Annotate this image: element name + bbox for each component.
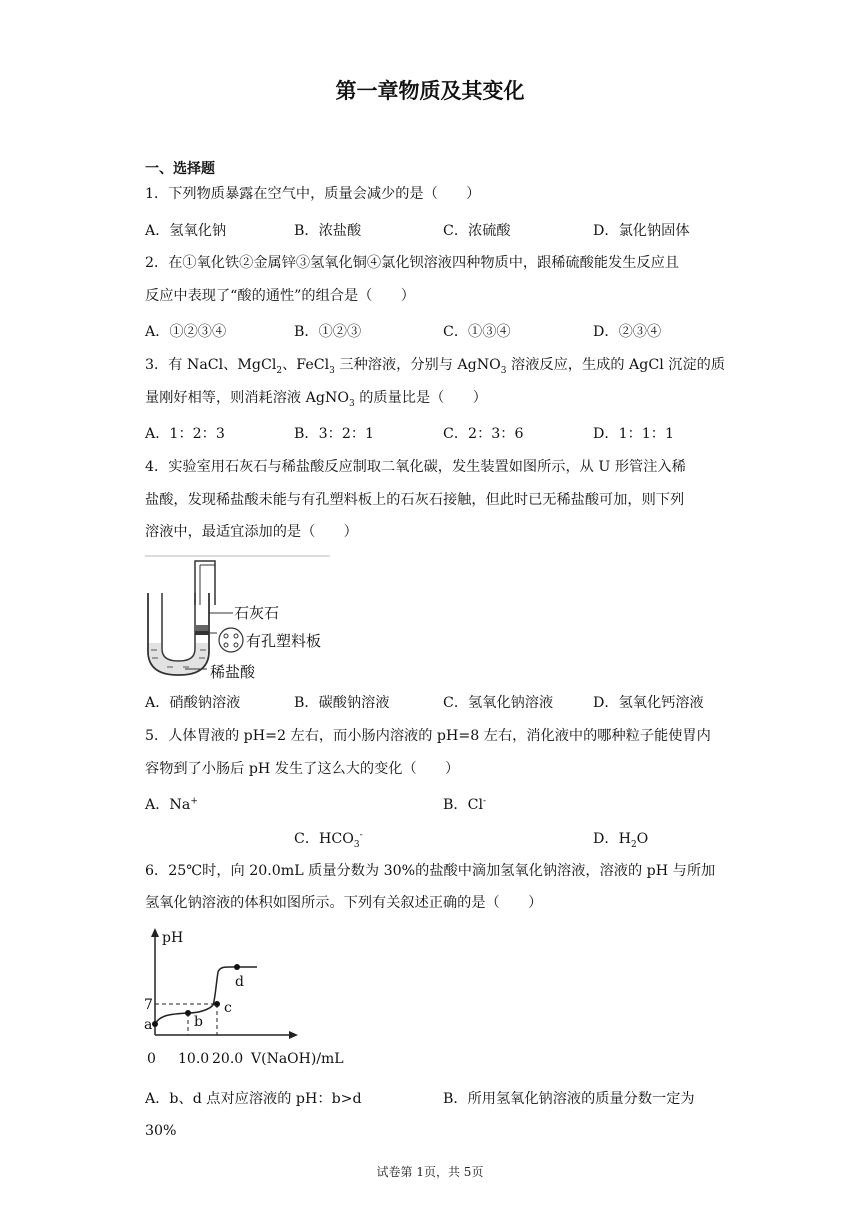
q4-stem-line2: 盐酸，发现稀盐酸未能与有孔塑料板上的石灰石接触，但此时已无稀盐酸可加，则下列 (145, 492, 685, 508)
q2-option-c: C．①③④ (443, 324, 511, 340)
page-title: 第一章物质及其变化 (335, 79, 525, 103)
label-point-a: a (144, 1017, 153, 1033)
q3-option-a: A．1：2：3 (145, 426, 225, 442)
q2-option-b: B．①②③ (294, 324, 362, 340)
q4-option-c: C．氢氧化钠溶液 (443, 695, 554, 711)
q4-stem-line1: 4．实验室用石灰石与稀盐酸反应制取二氧化碳，发生装置如图所示，从 U 形管注入稀 (145, 459, 686, 475)
q4-option-d: D．氢氧化钙溶液 (593, 695, 704, 711)
u-tube-apparatus-figure (145, 555, 335, 683)
q5-option-b: B．Cl- (443, 796, 487, 813)
q6-stem-line2: 氢氧化钠溶液的体积如图所示。下列有关叙述正确的是（ ） (145, 895, 543, 911)
x-tick-10: 10.0 (178, 1051, 210, 1067)
label-dilute-hcl: 稀盐酸 (210, 663, 256, 681)
q5-option-a: A．Na+ (145, 796, 198, 813)
q3-stem-line2: 量刚好相等，则消耗溶液 AgNO$_3$ 的质量比是（ ） (145, 390, 487, 409)
label-point-c: c (224, 1000, 232, 1016)
label-perforated-plate: 有孔塑料板 (246, 632, 322, 650)
q5-option-c: C．$HCO_3^-$ (294, 830, 363, 850)
q5-stem-line1: 5．人体胃液的 pH=2 左右，而小肠内溶液的 pH=8 左右，消化液中的哪种粒子能使胃内 (145, 728, 711, 744)
q1-stem: 1．下列物质暴露在空气中，质量会减少的是（ ） (145, 186, 481, 202)
x-axis-label: V(NaOH)/mL (251, 1051, 344, 1067)
q6-option-b: B．所用氢氧化钠溶液的质量分数一定为 (443, 1091, 695, 1107)
q3-option-c: C．2：3：6 (443, 426, 524, 442)
q4-stem-line3: 溶液中，最适宜添加的是（ ） (145, 524, 358, 540)
q3-stem-line1: 3．有 NaCl、MgCl$_2$、FeCl$_3$ 三种溶液，分别与 AgNO$_3$ 溶液反应，生成的 AgCl 沉淀的质 (145, 357, 726, 376)
label-point-d: d (235, 974, 244, 990)
q5-stem-line2: 容物到了小肠后 pH 发生了这么大的变化（ ） (145, 761, 460, 777)
section-heading: 一、选择题 (145, 161, 215, 177)
q4-option-b: B．碳酸钠溶液 (294, 695, 390, 711)
y-axis-arrow (151, 928, 159, 937)
q6-stem-line1: 6．25℃时，向 20.0mL 质量分数为 30%的盐酸中滴加氢氧化钠溶液，溶液的 pH 与所加 (145, 863, 716, 879)
label-limestone: 石灰石 (234, 604, 280, 622)
q5-option-d: D．$H_2O$ (593, 831, 649, 850)
q1-option-d: D．氯化钠固体 (593, 223, 690, 239)
point-c (214, 1001, 220, 1007)
label-point-b: b (194, 1014, 203, 1030)
q6-option-b-continued: 30% (145, 1123, 177, 1139)
q2-stem-line1: 2．在①氧化铁②金属锌③氢氧化铜④氯化钡溶液四种物质中，跟稀硫酸能发生反应且 (145, 255, 679, 271)
ph-titration-chart (140, 925, 370, 1070)
q1-option-a: A．氢氧化钠 (145, 223, 227, 239)
point-b (185, 1010, 191, 1016)
q2-option-a: A．①②③④ (145, 324, 227, 340)
page-footer: 试卷第 1页，共 5页 (376, 1165, 484, 1179)
y-tick-7: 7 (144, 997, 153, 1013)
origin-label: 0 (147, 1051, 156, 1067)
q6-option-a: A．b、d 点对应溶液的 pH：b>d (145, 1091, 362, 1107)
q2-option-d: D．②③④ (593, 324, 662, 340)
point-a (152, 1021, 158, 1027)
q1-option-b: B．浓盐酸 (294, 223, 362, 239)
x-tick-20: 20.0 (212, 1051, 244, 1067)
q2-stem-line2: 反应中表现了“酸的通性”的组合是（ ） (145, 288, 415, 304)
q4-option-a: A．硝酸钠溶液 (145, 695, 241, 711)
point-d (234, 964, 240, 970)
x-axis-arrow (289, 1031, 298, 1039)
q3-option-d: D．1：1：1 (593, 426, 675, 442)
q1-option-c: C．浓硫酸 (443, 223, 511, 239)
q3-option-b: B．3：2：1 (294, 426, 375, 442)
y-axis-label: pH (162, 930, 184, 946)
